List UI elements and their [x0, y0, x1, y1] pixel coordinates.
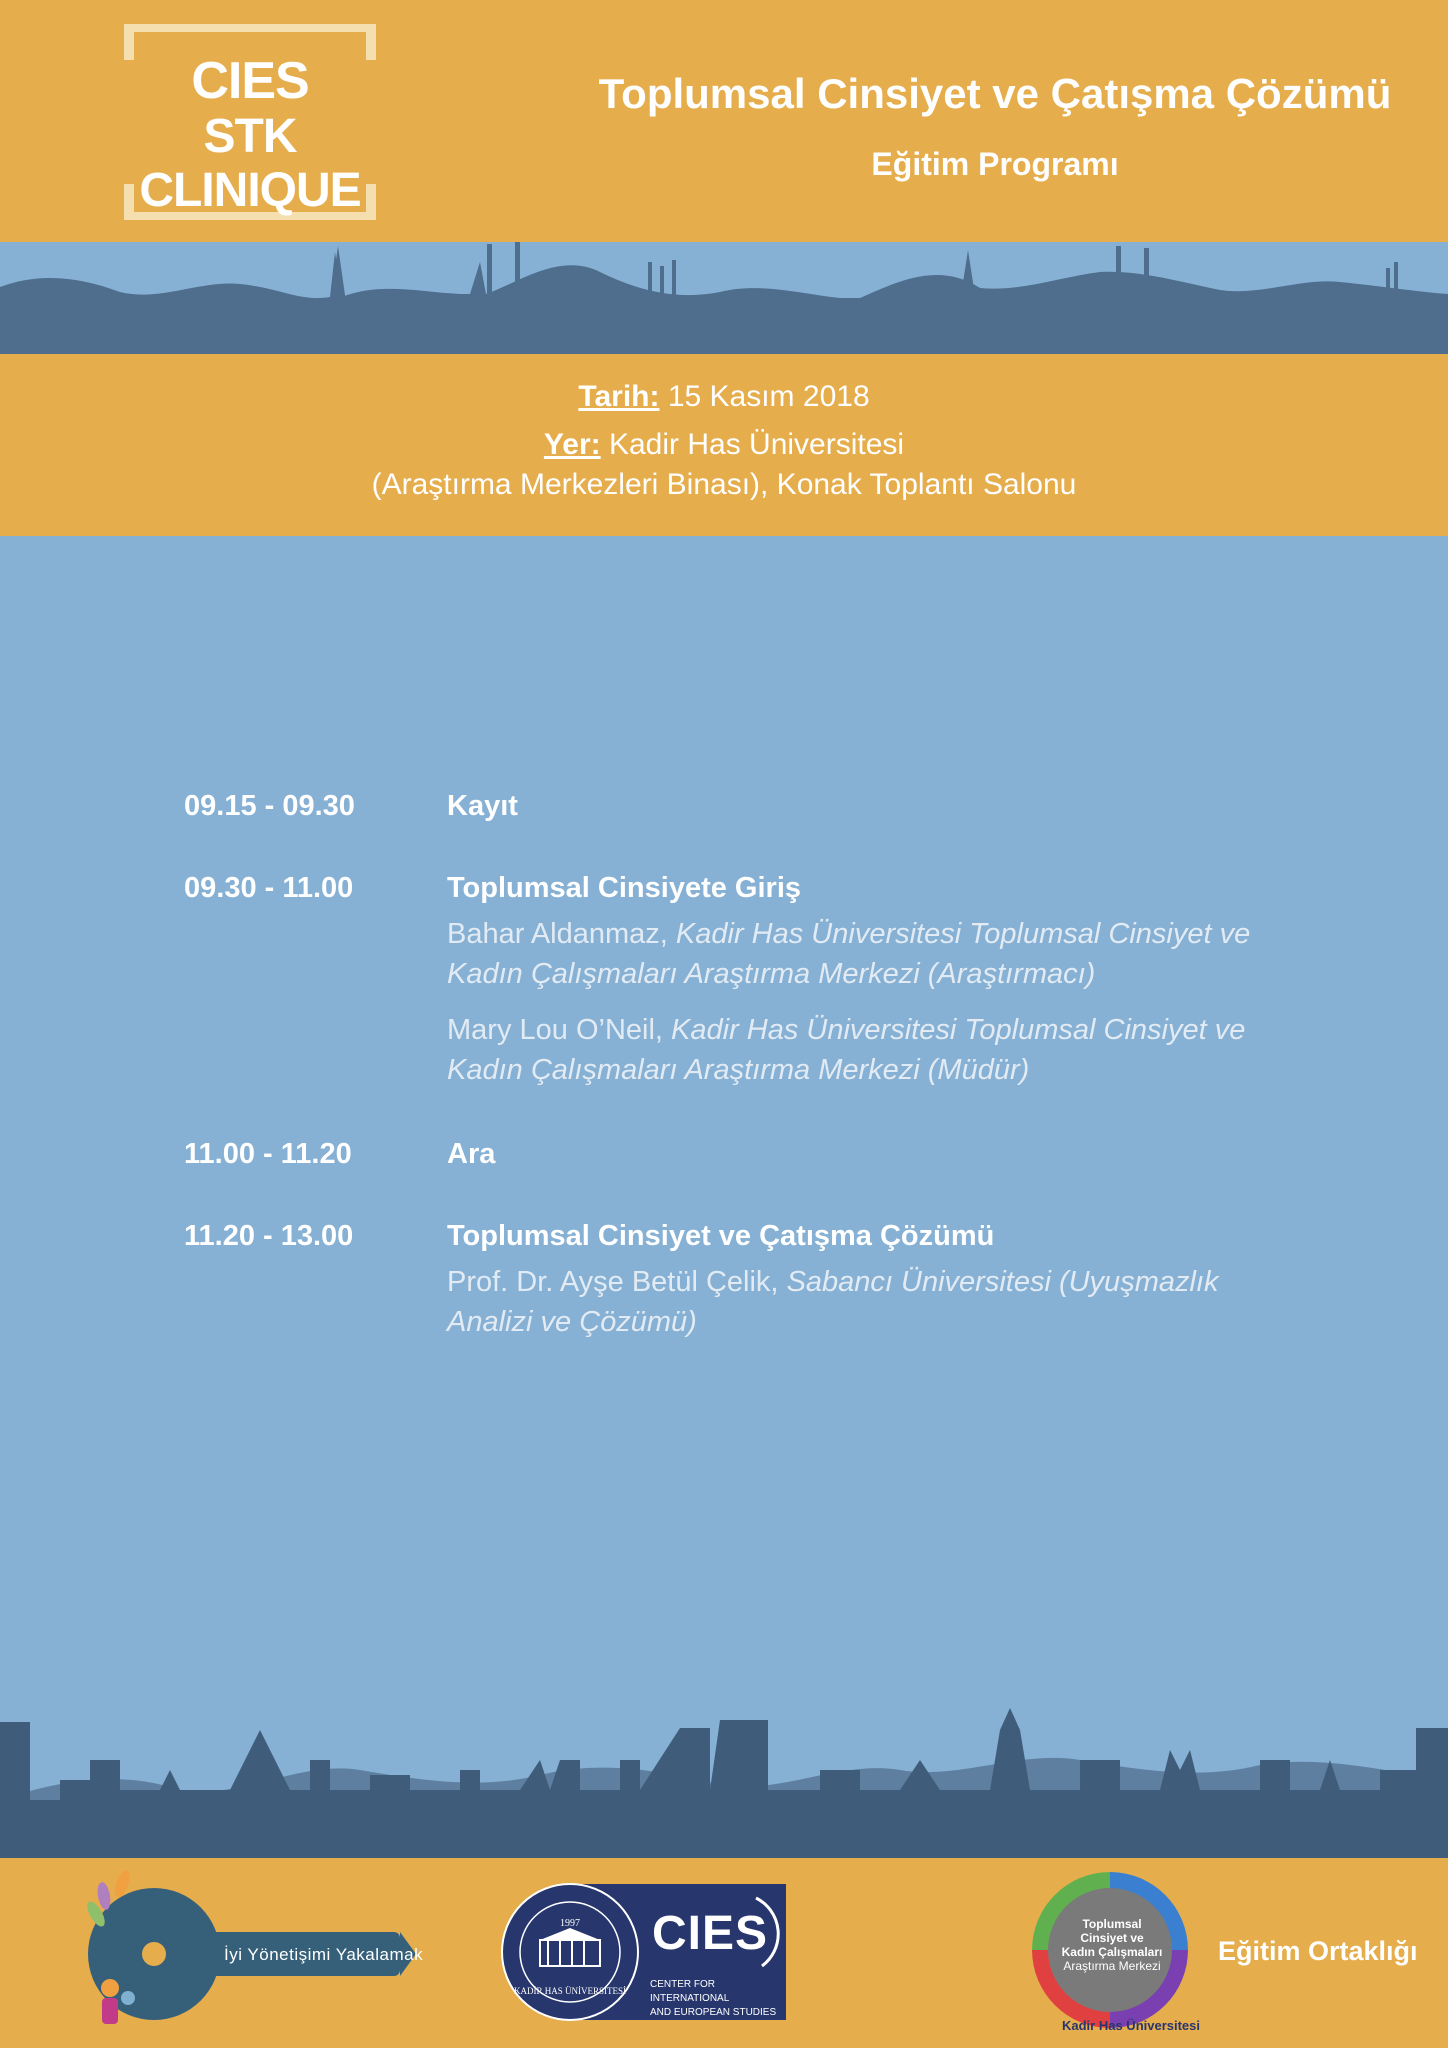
speaker-entry: [447, 1262, 1307, 1342]
training-partner-label: Eğitim Ortaklığı: [1218, 1936, 1418, 1966]
key-logo-text: İyi Yönetişimi Yakalamak: [224, 1945, 424, 1964]
schedule-title: Toplumsal Cinsiyete Giriş: [447, 872, 802, 904]
schedule-time: 11.00 - 11.20: [184, 1138, 352, 1170]
event-info-band: [0, 354, 1448, 536]
header-band: [0, 0, 1448, 242]
logo-line-stk-clinique: STK CLINIQUE: [139, 110, 361, 217]
place-value: Kadir Has Üniversitesi: [608, 428, 905, 461]
page-title: Toplumsal Cinsiyet ve Çatışma Çözümü: [598, 70, 1392, 117]
event-place-row: [0, 428, 1448, 462]
tc-line2: Cinsiyet ve: [1080, 1931, 1144, 1945]
speaker-entry: [447, 914, 1307, 994]
tc-line1: Toplumsal: [1082, 1917, 1142, 1931]
cies-full-line2: AND EUROPEAN STUDIES: [650, 2007, 777, 2018]
schedule-title: Ara: [447, 1138, 496, 1170]
schedule-time: 11.20 - 13.00: [184, 1220, 354, 1252]
schedule-time: 09.15 - 09.30: [184, 790, 355, 822]
cies-stk-clinique-logo: [124, 24, 376, 220]
speaker-affiliation: Kadir Has Üniversitesi Toplumsal Cinsiyet ve: [671, 1014, 1246, 1046]
speaker-name: Mary Lou O’Neil,: [447, 1014, 663, 1046]
gender-studies-uni-text: Kadir Has Üniversitesi: [1062, 2018, 1201, 2033]
place-detail: (Araştırma Merkezleri Binası), Konak Toplantı Salonu: [371, 468, 1077, 501]
speaker-affiliation: Kadın Çalışmaları Araştırma Merkezi (Müdür): [447, 1054, 1030, 1086]
skyline-bottom-illustration: [0, 1700, 1448, 1858]
tc-line3: Kadın Çalışmaları: [1061, 1945, 1163, 1959]
schedule-title: Kayıt: [447, 790, 518, 822]
page-subtitle: Eğitim Programı: [871, 146, 1119, 182]
schedule-time: 09.30 - 11.00: [184, 872, 354, 904]
speaker-affiliation: Analizi ve Çözümü): [447, 1306, 697, 1338]
event-date-row: [0, 380, 1448, 414]
speaker-name: Prof. Dr. Ayşe Betül Çelik,: [447, 1266, 779, 1298]
tc-line4: Araştırma Merkezi: [1063, 1959, 1161, 1973]
speaker-affiliation: Kadir Has Üniversitesi Toplumsal Cinsiyet ve: [675, 918, 1251, 950]
speaker-affiliation: Kadın Çalışmaları Araştırma Merkezi (Araştırmacı): [447, 958, 1096, 990]
place-label: Yer:: [543, 428, 601, 461]
cies-full-line1: CENTER FOR INTERNATIONAL: [650, 1979, 730, 2004]
cies-logo-word: CIES: [652, 1907, 769, 1960]
cies-full-name: [650, 1978, 780, 2020]
speaker-affiliation: Sabancı Üniversitesi (Uyuşmazlık: [786, 1266, 1219, 1298]
skyline-top-illustration: [0, 242, 1448, 354]
gender-studies-center-text: [1052, 1917, 1172, 1973]
date-value: 15 Kasım 2018: [667, 380, 870, 413]
logo-line-cies: CIES: [191, 52, 309, 110]
khas-seal-text: KADİR HAS ÜNİVERSİTESİ: [514, 1986, 626, 1996]
khas-seal-year: 1997: [560, 1918, 580, 1929]
schedule-title: Toplumsal Cinsiyet ve Çatışma Çözümü: [447, 1220, 995, 1252]
speaker-name: Bahar Aldanmaz,: [447, 918, 668, 950]
date-label: Tarih:: [578, 380, 660, 413]
speaker-entry: [447, 1010, 1307, 1090]
